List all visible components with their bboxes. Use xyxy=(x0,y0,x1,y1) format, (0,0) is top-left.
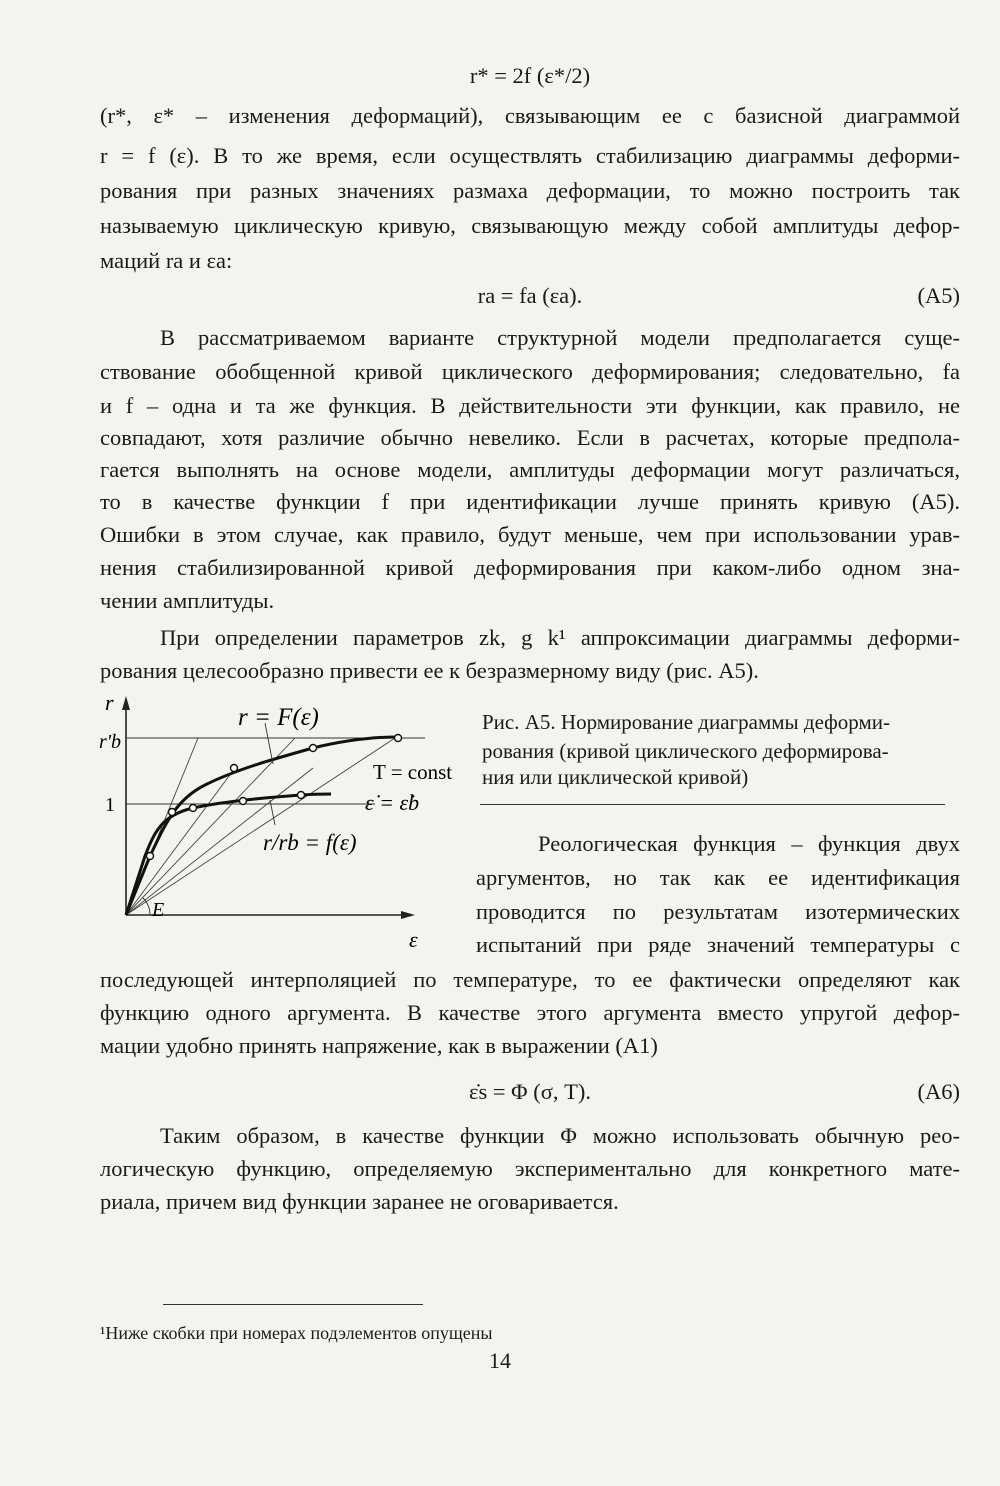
caption-line-3: ния или циклической кривой) xyxy=(482,765,749,789)
equation-a5-label: (А5) xyxy=(917,283,960,308)
y-axis-arrow xyxy=(122,696,130,710)
equation-a6-label: (А6) xyxy=(917,1079,960,1104)
unit-label: 1 xyxy=(105,794,115,816)
para4-line-3: мации удобно принять напряжение, как в выражении (А1) xyxy=(100,1033,658,1058)
page-number: 14 xyxy=(489,1348,511,1373)
caption-line-1: Рис. А5. Нормирование диаграммы деформи- xyxy=(482,710,890,734)
caption-line-2: рования (кривой циклического деформирова- xyxy=(482,739,889,763)
equation-a5: ra = fa (εa). xyxy=(477,283,583,308)
equation-a5-row xyxy=(100,280,960,311)
secant-ray-4 xyxy=(126,768,235,915)
para4-right-line-3: проводится по результатам изотермических xyxy=(476,899,960,924)
para2-line-8: нения стабилизированной кривой деформирования при каком-либо одном зна- xyxy=(100,555,960,580)
para2-line-9: чении амплитуды. xyxy=(100,588,275,613)
para4-line-2: функцию одного аргумента. В качестве этого аргумента вместо упругой дефор- xyxy=(100,1000,960,1025)
footnote-rule xyxy=(163,1304,423,1305)
marker xyxy=(169,809,176,816)
para5-line-2: логическую функцию, определяемую экспериментально для конкретного мате- xyxy=(100,1156,960,1181)
marker xyxy=(310,745,317,752)
x-axis-label: ε xyxy=(409,927,418,952)
temperature-label: T = const xyxy=(373,760,453,784)
para2-line-7: Ошибки в этом случае, как правило, будут меньше, чем при использовании урав- xyxy=(100,522,960,547)
para1-line-3: рования при разных значениях размаха деформации, то можно построить так xyxy=(100,178,960,203)
lower-curve-label: r/rb = f(ε) xyxy=(263,830,357,855)
para4-right-line-4: испытаний при ряде значений температуры с xyxy=(476,932,960,957)
equation-a6: ε̇s = Φ (σ, T). xyxy=(469,1079,591,1104)
caption-rule xyxy=(480,804,945,805)
para3-line-1: При определении параметров zk, g k¹ аппроксимации диаграммы деформи- xyxy=(160,625,960,650)
marker xyxy=(298,792,305,799)
para4-line-1: последующей интерполяцией по температуре, то ее фактически определяют как xyxy=(100,967,960,992)
secant-ray-2 xyxy=(126,738,295,915)
strain-rate-label: ε̇ = ε̇b xyxy=(365,790,420,815)
marker xyxy=(395,735,402,742)
para2-line-5: гается выполнять на основе модели, амплитуды деформации могут различаться, xyxy=(100,457,960,482)
para4-right-line-1: Реологическая функция – функция двух xyxy=(538,831,960,856)
para5-line-1: Таким образом, в качестве функции Φ можно использовать обычную рео- xyxy=(160,1123,960,1148)
y-axis-label: r xyxy=(105,690,114,715)
marker xyxy=(231,765,238,772)
figure-a5-diagram xyxy=(95,690,470,955)
footnote: ¹Ниже скобки при номерах подэлементов опущены xyxy=(100,1323,493,1343)
para1-line-5: маций ra и εa: xyxy=(100,248,233,273)
para5-line-3: риала, причем вид функции заранее не оговаривается. xyxy=(100,1189,619,1214)
para4-right-line-2: аргументов, но так как ее идентификация xyxy=(476,865,960,890)
marker xyxy=(147,853,154,860)
para2-line-4: совпадают, хотя различие обычно невелико. Если в расчетах, которые предпола- xyxy=(100,425,960,450)
para2-line-2: ствование обобщенной кривой циклического деформирования; следовательно, fa xyxy=(100,359,960,384)
para1-line-1: (r*, ε* – изменения деформаций), связывающим ее с базисной диаграммой xyxy=(100,103,960,128)
para1-line-2: r = f (ε). В то же время, если осуществлять стабилизацию диаграммы деформи- xyxy=(100,143,960,168)
modulus-label: E xyxy=(152,899,165,921)
para2-line-6: то в качестве функции f при идентификации лучше принять кривую (А5). xyxy=(100,489,960,514)
x-axis-arrow xyxy=(401,911,415,919)
equation-a6-row xyxy=(100,1076,960,1107)
para3-line-2: рования целесообразно привести ее к безразмерному виду (рис. А5). xyxy=(100,658,759,683)
para1-line-4: называемую циклическую кривую, связывающую между собой амплитуды дефор- xyxy=(100,213,960,238)
rb-label: r'b xyxy=(99,731,122,753)
equation-top: r* = 2f (ε*/2) xyxy=(469,63,591,88)
marker xyxy=(190,805,197,812)
marker xyxy=(240,798,247,805)
para2-line-3: и f – одна и та же функция. В действительности эти функции, как правило, не xyxy=(100,393,960,418)
upper-curve-label: r = F(ε) xyxy=(238,704,319,731)
para2-line-1: В рассматриваемом варианте структурной модели предполагается суще- xyxy=(160,325,960,350)
